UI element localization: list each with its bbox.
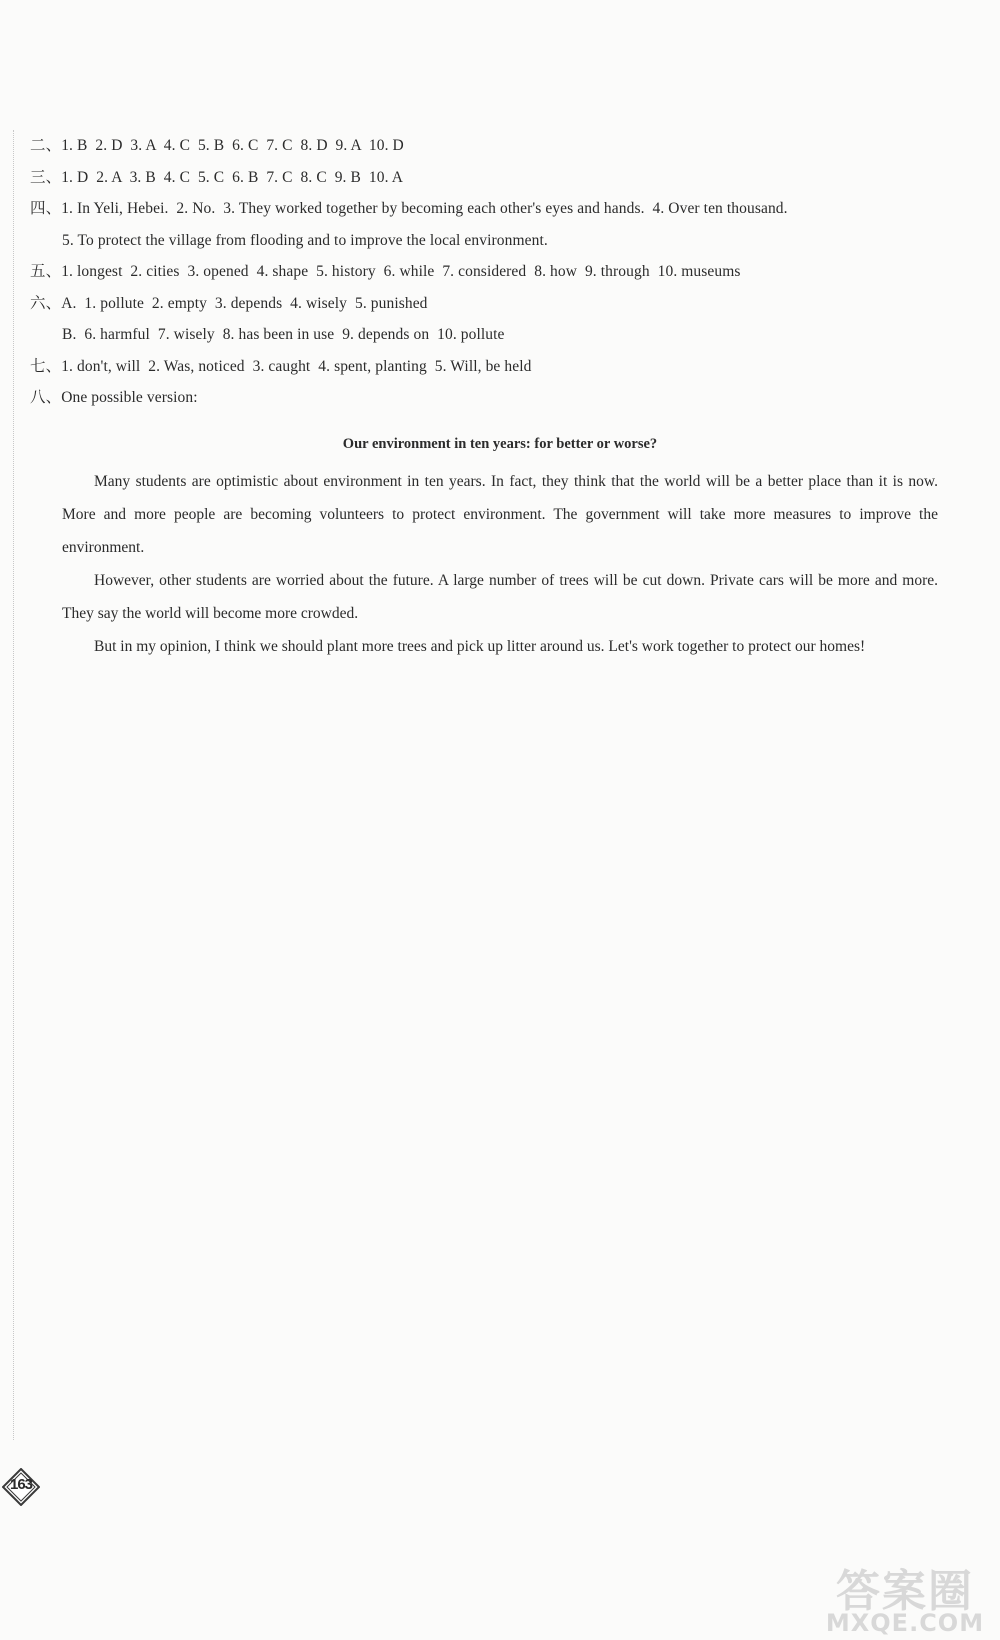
- answer-section-6-part-b: B. 6. harmful 7. wisely 8. has been in use 9. depends on 10. pollute: [62, 326, 505, 343]
- site-watermark: [810, 1555, 1000, 1640]
- binding-margin-line: [13, 130, 14, 1440]
- answer-section-3: 三、1. D 2. A 3. B 4. C 5. C 6. B 7. C 8. C 9. B 10. A: [30, 169, 403, 186]
- answer-section-2: 二、1. B 2. D 3. A 4. C 5. B 6. C 7. C 8. D 9. A 10. D: [30, 137, 404, 154]
- answer-section-5: 五、1. longest 2. cities 3. opened 4. shape 5. history 6. while 7. considered 8. how 9. through 10. museums: [30, 263, 741, 280]
- page-number: 163: [9, 1476, 33, 1493]
- essay-paragraph: However, other students are worried about the future. A large number of trees will be cut down. Private cars will be more and more. They say the world will become more crowded.: [62, 572, 938, 622]
- essay-title: Our environment in ten years: for better or worse?: [342, 436, 658, 452]
- answer-section-8: 八、One possible version:: [30, 389, 198, 406]
- answer-section-7: 七、1. don't, will 2. Was, noticed 3. caught 4. spent, planting 5. Will, be held: [30, 358, 532, 375]
- essay-body: [62, 465, 938, 663]
- watermark-url-text: MXQE.COM: [825, 1609, 985, 1637]
- answer-section-4-line-1: 四、1. In Yeli, Hebei. 2. No. 3. They worked together by becoming each other's eyes and hands. 4. Over ten thousand.: [30, 200, 788, 217]
- essay-paragraph: Many students are optimistic about environment in ten years. In fact, they think that the world will be a better place than it is now. More and more people are becoming volunteers to protect environment. The government will take more measures to improve the environment.: [62, 473, 938, 556]
- answer-section-6-part-a: 六、A. 1. pollute 2. empty 3. depends 4. wisely 5. punished: [30, 295, 428, 312]
- answer-section-4-line-2: 5. To protect the village from flooding and to improve the local environment.: [62, 232, 548, 249]
- watermark-logo-text: 答案圈: [836, 1566, 974, 1617]
- essay-paragraph: But in my opinion, I think we should plant more trees and pick up litter around us. Let's work together to protect our homes!: [94, 638, 866, 655]
